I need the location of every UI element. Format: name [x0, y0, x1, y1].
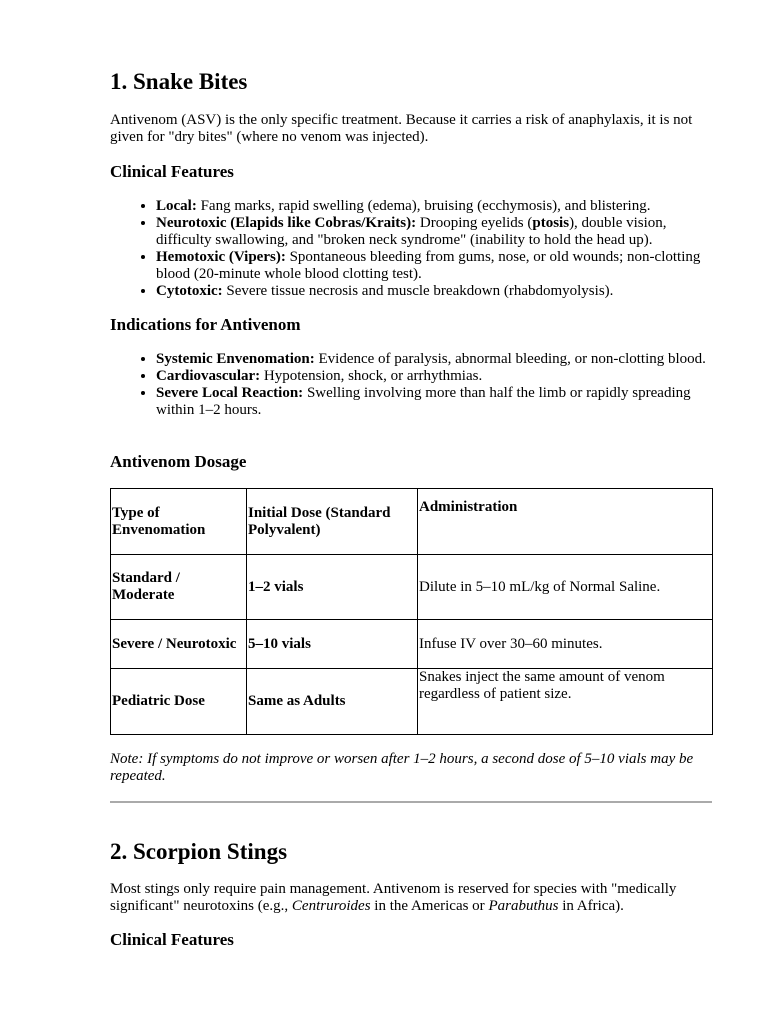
- dosage-table: [110, 488, 713, 735]
- table-cell: 1–2 vials: [247, 555, 418, 620]
- section-title-scorpion-stings: 2. Scorpion Stings: [110, 839, 288, 864]
- table-cell: Standard / Moderate: [111, 555, 247, 620]
- table-cell: Infuse IV over 30–60 minutes.: [418, 620, 713, 669]
- table-cell: Snakes inject the same amount of venom regardless of patient size.: [418, 669, 713, 735]
- list-item: • Cardiovascular: Hypotension, shock, or arrhythmias.: [156, 368, 712, 385]
- table-cell: Dilute in 5–10 mL/kg of Normal Saline.: [418, 555, 713, 620]
- list-item: • Local: Fang marks, rapid swelling (edema), bruising (ecchymosis), and blistering.: [156, 198, 712, 215]
- table-cell: 5–10 vials: [247, 620, 418, 669]
- table-header-cell: Administration: [418, 489, 713, 555]
- table-header-row: [111, 489, 713, 555]
- list-item: • Neurotoxic (Elapids like Cobras/Kraits): Drooping eyelids (ptosis), double vision, difficulty swallowing, and "broken neck syndrome" (inability to hold the head up).: [156, 215, 712, 249]
- table-row: [111, 669, 713, 735]
- list-item: • Hemotoxic (Vipers): Spontaneous bleeding from gums, nose, or old wounds; non-clotting blood (20-minute whole blood clotting test).: [156, 249, 712, 283]
- table-cell: Severe / Neurotoxic: [111, 620, 247, 669]
- list-item: • Systemic Envenomation: Evidence of paralysis, abnormal bleeding, or non-clotting blood.: [156, 351, 712, 368]
- heading-antivenom-dosage: Antivenom Dosage: [110, 452, 247, 471]
- table-row: [111, 620, 713, 669]
- section-title-snake-bites: 1. Snake Bites: [110, 69, 248, 94]
- heading-scorpion-clinical-features: Clinical Features: [110, 930, 234, 949]
- snake-intro-paragraph: Antivenom (ASV) is the only specific treatment. Because it carries a risk of anaphylaxis, it is not given for "dry bites" (where no venom was injected).: [110, 112, 693, 145]
- heading-clinical-features: Clinical Features: [110, 162, 234, 181]
- section-divider: [110, 801, 712, 803]
- table-cell: Pediatric Dose: [111, 669, 247, 735]
- dosage-note: Note: If symptoms do not improve or worsen after 1–2 hours, a second dose of 5–10 vials may be repeated.: [110, 751, 694, 784]
- scorpion-intro-paragraph: Most stings only require pain management. Antivenom is reserved for species with "medically significant" neurotoxins (e.g., Centruroides in the Americas or Parabuthus in Africa).: [110, 881, 677, 914]
- indications-list: [110, 351, 712, 419]
- list-item: • Severe Local Reaction: Swelling involving more than half the limb or rapidly spreading within 1–2 hours.: [156, 385, 712, 419]
- table-header-cell: Initial Dose (Standard Polyvalent): [247, 489, 418, 555]
- table-cell: Same as Adults: [247, 669, 418, 735]
- table-header-cell: Type of Envenomation: [111, 489, 247, 555]
- clinical-features-list: [110, 198, 712, 300]
- table-row: [111, 555, 713, 620]
- heading-indications: Indications for Antivenom: [110, 315, 301, 334]
- list-item: • Cytotoxic: Severe tissue necrosis and muscle breakdown (rhabdomyolysis).: [156, 283, 712, 300]
